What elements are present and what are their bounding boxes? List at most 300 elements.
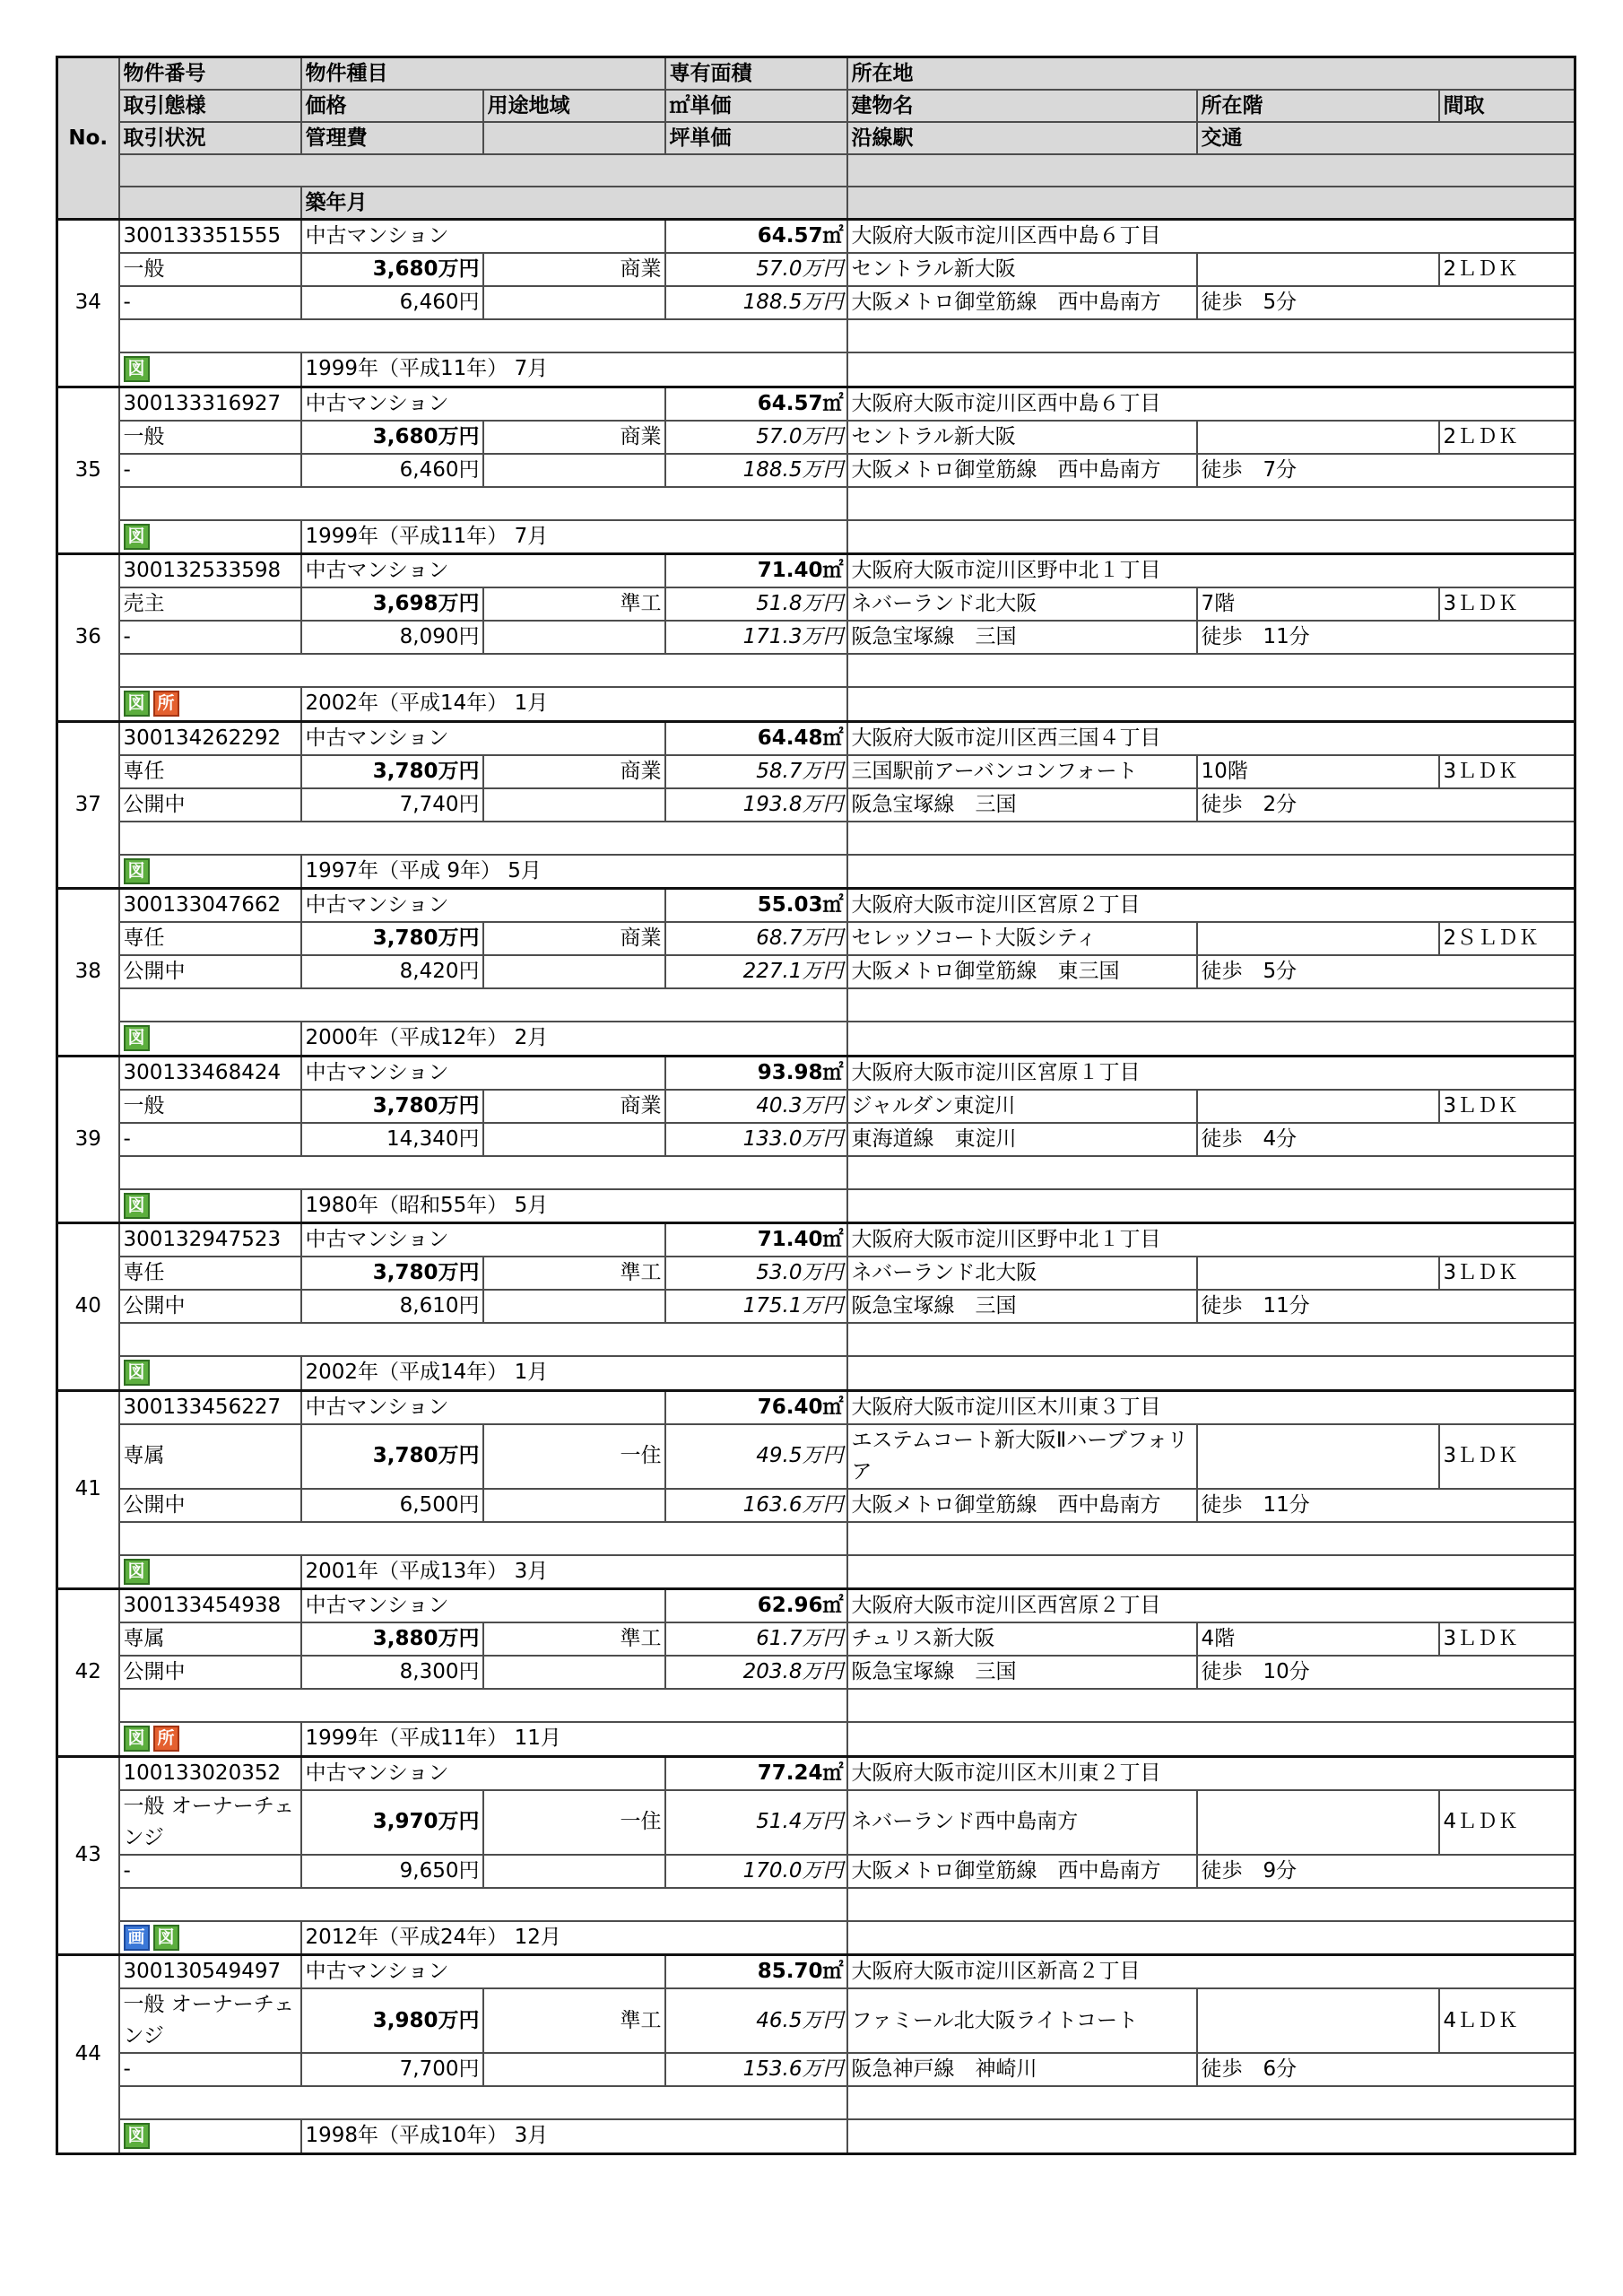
access: 徒歩 11分 bbox=[1197, 1489, 1575, 1522]
zoning: 商業 bbox=[483, 253, 665, 286]
station: 大阪メトロ御堂筋線 西中島南方 bbox=[847, 454, 1197, 487]
floor-plan-badge-icon[interactable]: 図 bbox=[124, 1559, 150, 1585]
address: 大阪府大阪市淀川区宮原１丁目 bbox=[847, 1056, 1575, 1090]
floor-plan-layout: 3ＬＤＫ bbox=[1439, 1622, 1575, 1656]
zoning: 商業 bbox=[483, 421, 665, 454]
transaction-status: 公開中 bbox=[119, 1656, 301, 1689]
zoning: 商業 bbox=[483, 922, 665, 955]
station: 阪急宝塚線 三国 bbox=[847, 621, 1197, 654]
listing-row-fees bbox=[57, 788, 1575, 822]
listing-no: 39 bbox=[57, 1056, 119, 1223]
blank-cell bbox=[847, 654, 1575, 687]
property-number: 300133351555 bbox=[119, 220, 301, 254]
badge-group bbox=[119, 1722, 301, 1756]
blank-cell bbox=[847, 1722, 1575, 1756]
access: 徒歩 6分 bbox=[1197, 2053, 1575, 2086]
exclusive-area: 71.40㎡ bbox=[665, 554, 847, 588]
badge-group bbox=[119, 520, 301, 554]
badge-group bbox=[119, 687, 301, 721]
price-per-tsubo: 163.6万円 bbox=[665, 1489, 847, 1522]
listing-row-fees bbox=[57, 1656, 1575, 1689]
zoning: 準工 bbox=[483, 1988, 665, 2053]
zoning: 準工 bbox=[483, 587, 665, 621]
listing-row-blank bbox=[57, 1156, 1575, 1189]
listing-row-summary bbox=[57, 220, 1575, 254]
built-date: 2000年（平成12年） 2月 bbox=[301, 1022, 847, 1056]
property-type: 中古マンション bbox=[301, 1756, 665, 1790]
management-fee: 7,700円 bbox=[301, 2053, 483, 2086]
property-type: 中古マンション bbox=[301, 1223, 665, 1257]
exclusive-area: 64.48㎡ bbox=[665, 721, 847, 755]
listing-no: 41 bbox=[57, 1390, 119, 1589]
listing-row-built bbox=[57, 1722, 1575, 1756]
address: 大阪府大阪市淀川区木川東３丁目 bbox=[847, 1390, 1575, 1424]
empty-cell bbox=[483, 2053, 665, 2086]
floor-plan-layout: 3ＬＤＫ bbox=[1439, 755, 1575, 788]
exclusive-area: 76.40㎡ bbox=[665, 1390, 847, 1424]
location-badge-icon[interactable]: 所 bbox=[153, 691, 179, 717]
listing-row-blank bbox=[57, 1689, 1575, 1722]
listing-no: 37 bbox=[57, 721, 119, 889]
floor: 10階 bbox=[1197, 755, 1439, 788]
listing-row-blank bbox=[57, 822, 1575, 855]
price: 3,780万円 bbox=[301, 755, 483, 788]
listing-row-built bbox=[57, 520, 1575, 554]
listing-row-summary bbox=[57, 1390, 1575, 1424]
management-fee: 6,500円 bbox=[301, 1489, 483, 1522]
blank-cell bbox=[847, 2086, 1575, 2119]
empty-cell bbox=[483, 621, 665, 654]
listing-row-price bbox=[57, 1790, 1575, 1855]
listing-block bbox=[57, 554, 1575, 722]
blank-cell bbox=[847, 855, 1575, 889]
listing-row-price bbox=[57, 755, 1575, 788]
listing-row-built bbox=[57, 2119, 1575, 2153]
property-type: 中古マンション bbox=[301, 554, 665, 588]
blank-cell bbox=[847, 1522, 1575, 1555]
access: 徒歩 5分 bbox=[1197, 955, 1575, 988]
price: 3,970万円 bbox=[301, 1790, 483, 1855]
floor-plan-layout: 4ＬＤＫ bbox=[1439, 1790, 1575, 1855]
price: 3,680万円 bbox=[301, 253, 483, 286]
listing-block bbox=[57, 387, 1575, 554]
floor-plan-layout: 2ＳＬＤＫ bbox=[1439, 922, 1575, 955]
transaction-status: 公開中 bbox=[119, 1290, 301, 1323]
zoning: 準工 bbox=[483, 1622, 665, 1656]
property-type: 中古マンション bbox=[301, 220, 665, 254]
floor: 4階 bbox=[1197, 1622, 1439, 1656]
listing-block bbox=[57, 721, 1575, 889]
transaction-type: 専属 bbox=[119, 1424, 301, 1489]
building-name: 三国駅前アーバンコンフォート bbox=[847, 755, 1197, 788]
floor-plan-badge-icon[interactable]: 図 bbox=[124, 1360, 150, 1386]
management-fee: 8,090円 bbox=[301, 621, 483, 654]
floor-plan-layout: 3ＬＤＫ bbox=[1439, 587, 1575, 621]
header-zoning: 用途地域 bbox=[483, 90, 665, 122]
floor bbox=[1197, 1257, 1439, 1290]
management-fee: 8,420円 bbox=[301, 955, 483, 988]
listing-row-summary bbox=[57, 721, 1575, 755]
blank-cell bbox=[119, 1156, 847, 1189]
empty-cell bbox=[483, 454, 665, 487]
listing-block bbox=[57, 1056, 1575, 1223]
listing-row-price bbox=[57, 1622, 1575, 1656]
blank-cell bbox=[847, 1555, 1575, 1589]
listing-row-built bbox=[57, 1356, 1575, 1390]
listing-row-price bbox=[57, 587, 1575, 621]
header-price-per-sqm: ㎡単価 bbox=[665, 90, 847, 122]
price-per-tsubo: 203.8万円 bbox=[665, 1656, 847, 1689]
listing-row-price bbox=[57, 253, 1575, 286]
badge-group bbox=[119, 1356, 301, 1390]
blank-cell bbox=[847, 487, 1575, 520]
exclusive-area: 77.24㎡ bbox=[665, 1756, 847, 1790]
listing-row-fees bbox=[57, 2053, 1575, 2086]
listing-no: 40 bbox=[57, 1223, 119, 1391]
listing-row-summary bbox=[57, 889, 1575, 923]
blank-cell bbox=[847, 520, 1575, 554]
floor-plan-layout: 2ＬＤＫ bbox=[1439, 253, 1575, 286]
floor-plan-badge-icon[interactable]: 図 bbox=[124, 1025, 150, 1051]
address: 大阪府大阪市淀川区新高２丁目 bbox=[847, 1955, 1575, 1989]
listing-row-fees bbox=[57, 955, 1575, 988]
blank-cell bbox=[119, 988, 847, 1022]
floor-plan-badge-icon[interactable]: 図 bbox=[124, 524, 150, 550]
listing-no: 38 bbox=[57, 889, 119, 1057]
price: 3,980万円 bbox=[301, 1988, 483, 2053]
built-date: 1999年（平成11年） 11月 bbox=[301, 1722, 847, 1756]
header-blank-cell bbox=[119, 187, 301, 220]
price-per-sqm: 68.7万円 bbox=[665, 922, 847, 955]
blank-cell bbox=[847, 352, 1575, 387]
price-per-tsubo: 153.6万円 bbox=[665, 2053, 847, 2086]
management-fee: 7,740円 bbox=[301, 788, 483, 822]
header-layout: 間取 bbox=[1439, 90, 1575, 122]
listing-block bbox=[57, 889, 1575, 1057]
header-property-type: 物件種目 bbox=[301, 57, 665, 91]
price-per-tsubo: 171.3万円 bbox=[665, 621, 847, 654]
listing-row-built bbox=[57, 1022, 1575, 1056]
floor-plan-badge-icon[interactable]: 図 bbox=[124, 2123, 150, 2149]
price-per-tsubo: 193.8万円 bbox=[665, 788, 847, 822]
price-per-sqm: 53.0万円 bbox=[665, 1257, 847, 1290]
price: 3,680万円 bbox=[301, 421, 483, 454]
building-name: ネバーランド北大阪 bbox=[847, 587, 1197, 621]
property-number: 300132533598 bbox=[119, 554, 301, 588]
header-property-number: 物件番号 bbox=[119, 57, 301, 91]
floor bbox=[1197, 1988, 1439, 2053]
transaction-type: 一般 bbox=[119, 1090, 301, 1123]
blank-cell bbox=[847, 1689, 1575, 1722]
price-per-sqm: 51.8万円 bbox=[665, 587, 847, 621]
blank-cell bbox=[847, 822, 1575, 855]
property-number: 300133316927 bbox=[119, 387, 301, 421]
listing-row-blank bbox=[57, 487, 1575, 520]
listing-row-fees bbox=[57, 1290, 1575, 1323]
listing-no: 36 bbox=[57, 554, 119, 722]
empty-cell bbox=[483, 1290, 665, 1323]
access: 徒歩 2分 bbox=[1197, 788, 1575, 822]
built-date: 1998年（平成10年） 3月 bbox=[301, 2119, 847, 2153]
management-fee: 8,300円 bbox=[301, 1656, 483, 1689]
empty-cell bbox=[483, 788, 665, 822]
listing-no: 43 bbox=[57, 1756, 119, 1955]
blank-cell bbox=[119, 1522, 847, 1555]
header-blank-cell bbox=[847, 154, 1575, 187]
address: 大阪府大阪市淀川区野中北１丁目 bbox=[847, 1223, 1575, 1257]
building-name: ジャルダン東淀川 bbox=[847, 1090, 1197, 1123]
header-station: 沿線駅 bbox=[847, 122, 1197, 154]
address: 大阪府大阪市淀川区木川東２丁目 bbox=[847, 1756, 1575, 1790]
property-number: 300133468424 bbox=[119, 1056, 301, 1090]
listing-no: 34 bbox=[57, 220, 119, 387]
floor-plan-badge-icon[interactable]: 図 bbox=[153, 1925, 179, 1951]
transaction-type: 専任 bbox=[119, 922, 301, 955]
price: 3,880万円 bbox=[301, 1622, 483, 1656]
transaction-type: 一般 bbox=[119, 253, 301, 286]
price-per-tsubo: 188.5万円 bbox=[665, 454, 847, 487]
price-per-sqm: 49.5万円 bbox=[665, 1424, 847, 1489]
listing-row-blank bbox=[57, 654, 1575, 687]
station: 阪急宝塚線 三国 bbox=[847, 1290, 1197, 1323]
price: 3,780万円 bbox=[301, 1424, 483, 1489]
listing-block bbox=[57, 220, 1575, 387]
exclusive-area: 93.98㎡ bbox=[665, 1056, 847, 1090]
badge-group bbox=[119, 855, 301, 889]
listing-block bbox=[57, 1390, 1575, 1589]
badge-group bbox=[119, 1189, 301, 1223]
listing-row-summary bbox=[57, 554, 1575, 588]
station: 阪急神戸線 神崎川 bbox=[847, 2053, 1197, 2086]
address: 大阪府大阪市淀川区西中島６丁目 bbox=[847, 220, 1575, 254]
blank-cell bbox=[119, 487, 847, 520]
transaction-status: 公開中 bbox=[119, 1489, 301, 1522]
floor-plan-badge-icon[interactable]: 図 bbox=[124, 1193, 150, 1219]
listing-no: 42 bbox=[57, 1589, 119, 1757]
price-per-sqm: 57.0万円 bbox=[665, 253, 847, 286]
address: 大阪府大阪市淀川区宮原２丁目 bbox=[847, 889, 1575, 923]
floor bbox=[1197, 922, 1439, 955]
price-per-sqm: 57.0万円 bbox=[665, 421, 847, 454]
blank-cell bbox=[119, 2086, 847, 2119]
property-type: 中古マンション bbox=[301, 1056, 665, 1090]
header-access: 交通 bbox=[1197, 122, 1575, 154]
badge-group bbox=[119, 1022, 301, 1056]
badge-group bbox=[119, 1555, 301, 1589]
building-name: セントラル新大阪 bbox=[847, 421, 1197, 454]
blank-cell bbox=[847, 2119, 1575, 2153]
listing-row-fees bbox=[57, 1855, 1575, 1888]
header-blank-cell bbox=[119, 154, 847, 187]
listing-row-summary bbox=[57, 1056, 1575, 1090]
listing-row-summary bbox=[57, 387, 1575, 421]
property-number: 300130549497 bbox=[119, 1955, 301, 1989]
price: 3,698万円 bbox=[301, 587, 483, 621]
zoning: 準工 bbox=[483, 1257, 665, 1290]
listing-row-blank bbox=[57, 1888, 1575, 1921]
blank-cell bbox=[119, 1888, 847, 1921]
listing-row-built bbox=[57, 855, 1575, 889]
photo-badge-icon[interactable]: 画 bbox=[124, 1925, 150, 1951]
blank-cell bbox=[119, 1323, 847, 1356]
access: 徒歩 7分 bbox=[1197, 454, 1575, 487]
built-date: 1999年（平成11年） 7月 bbox=[301, 352, 847, 387]
badge-group bbox=[119, 2119, 301, 2153]
property-number: 300133047662 bbox=[119, 889, 301, 923]
transaction-status: - bbox=[119, 621, 301, 654]
listing-row-built bbox=[57, 1555, 1575, 1589]
price: 3,780万円 bbox=[301, 1257, 483, 1290]
floor: 7階 bbox=[1197, 587, 1439, 621]
header-management-fee: 管理費 bbox=[301, 122, 483, 154]
listing-row-fees bbox=[57, 1123, 1575, 1156]
property-listing-table bbox=[56, 56, 1576, 2155]
property-type: 中古マンション bbox=[301, 387, 665, 421]
blank-cell bbox=[847, 687, 1575, 721]
location-badge-icon[interactable]: 所 bbox=[153, 1726, 179, 1752]
exclusive-area: 64.57㎡ bbox=[665, 220, 847, 254]
blank-cell bbox=[119, 1689, 847, 1722]
exclusive-area: 71.40㎡ bbox=[665, 1223, 847, 1257]
floor-plan-badge-icon[interactable]: 図 bbox=[124, 356, 150, 382]
price-per-tsubo: 188.5万円 bbox=[665, 286, 847, 319]
listing-row-price bbox=[57, 1988, 1575, 2053]
property-number: 300133454938 bbox=[119, 1589, 301, 1623]
listing-row-summary bbox=[57, 1223, 1575, 1257]
transaction-status: - bbox=[119, 454, 301, 487]
property-number: 300134262292 bbox=[119, 721, 301, 755]
listing-row-fees bbox=[57, 286, 1575, 319]
header-floor: 所在階 bbox=[1197, 90, 1439, 122]
blank-cell bbox=[847, 1022, 1575, 1056]
table-header bbox=[57, 57, 1575, 220]
zoning: 商業 bbox=[483, 1090, 665, 1123]
transaction-status: - bbox=[119, 1855, 301, 1888]
transaction-status: 公開中 bbox=[119, 788, 301, 822]
listing-row-summary bbox=[57, 1589, 1575, 1623]
blank-cell bbox=[847, 1189, 1575, 1223]
property-type: 中古マンション bbox=[301, 721, 665, 755]
transaction-type: 専属 bbox=[119, 1622, 301, 1656]
empty-cell bbox=[483, 286, 665, 319]
price-per-tsubo: 133.0万円 bbox=[665, 1123, 847, 1156]
management-fee: 9,650円 bbox=[301, 1855, 483, 1888]
price-per-sqm: 61.7万円 bbox=[665, 1622, 847, 1656]
address: 大阪府大阪市淀川区西宮原２丁目 bbox=[847, 1589, 1575, 1623]
header-built-date: 築年月 bbox=[301, 187, 847, 220]
transaction-type: 専任 bbox=[119, 1257, 301, 1290]
price-per-tsubo: 170.0万円 bbox=[665, 1855, 847, 1888]
listing-row-price bbox=[57, 1090, 1575, 1123]
listing-row-built bbox=[57, 1189, 1575, 1223]
transaction-status: 公開中 bbox=[119, 955, 301, 988]
listing-row-blank bbox=[57, 1522, 1575, 1555]
building-name: セレッソコート大阪シティ bbox=[847, 922, 1197, 955]
listing-block bbox=[57, 1223, 1575, 1391]
building-name: ファミール北大阪ライトコート bbox=[847, 1988, 1197, 2053]
station: 阪急宝塚線 三国 bbox=[847, 788, 1197, 822]
header-transaction-status: 取引状況 bbox=[119, 122, 301, 154]
floor bbox=[1197, 1790, 1439, 1855]
access: 徒歩 4分 bbox=[1197, 1123, 1575, 1156]
empty-cell bbox=[483, 955, 665, 988]
empty-cell bbox=[483, 1855, 665, 1888]
station: 阪急宝塚線 三国 bbox=[847, 1656, 1197, 1689]
property-number: 300132947523 bbox=[119, 1223, 301, 1257]
listing-no: 44 bbox=[57, 1955, 119, 2154]
floor bbox=[1197, 253, 1439, 286]
listing-row-summary bbox=[57, 1756, 1575, 1790]
floor-plan-badge-icon[interactable]: 図 bbox=[124, 1726, 150, 1752]
price-per-tsubo: 175.1万円 bbox=[665, 1290, 847, 1323]
floor-plan-badge-icon[interactable]: 図 bbox=[124, 691, 150, 717]
built-date: 2001年（平成13年） 3月 bbox=[301, 1555, 847, 1589]
header-empty-cell bbox=[483, 122, 665, 154]
access: 徒歩 5分 bbox=[1197, 286, 1575, 319]
header-building-name: 建物名 bbox=[847, 90, 1197, 122]
property-type: 中古マンション bbox=[301, 1955, 665, 1989]
property-type: 中古マンション bbox=[301, 1589, 665, 1623]
exclusive-area: 62.96㎡ bbox=[665, 1589, 847, 1623]
floor bbox=[1197, 421, 1439, 454]
address: 大阪府大阪市淀川区西中島６丁目 bbox=[847, 387, 1575, 421]
header-price-per-tsubo: 坪単価 bbox=[665, 122, 847, 154]
property-type: 中古マンション bbox=[301, 889, 665, 923]
transaction-type: 専任 bbox=[119, 755, 301, 788]
building-name: エステムコート新大阪Ⅱハーブフォリア bbox=[847, 1424, 1197, 1489]
building-name: ネバーランド北大阪 bbox=[847, 1257, 1197, 1290]
blank-cell bbox=[847, 1156, 1575, 1189]
built-date: 1999年（平成11年） 7月 bbox=[301, 520, 847, 554]
blank-cell bbox=[119, 654, 847, 687]
property-type: 中古マンション bbox=[301, 1390, 665, 1424]
blank-cell bbox=[847, 1323, 1575, 1356]
empty-cell bbox=[483, 1489, 665, 1522]
header-area: 専有面積 bbox=[665, 57, 847, 91]
badge-group bbox=[119, 1921, 301, 1955]
access: 徒歩 10分 bbox=[1197, 1656, 1575, 1689]
building-name: セントラル新大阪 bbox=[847, 253, 1197, 286]
exclusive-area: 85.70㎡ bbox=[665, 1955, 847, 1989]
zoning: 商業 bbox=[483, 755, 665, 788]
management-fee: 8,610円 bbox=[301, 1290, 483, 1323]
station: 大阪メトロ御堂筋線 西中島南方 bbox=[847, 286, 1197, 319]
header-address: 所在地 bbox=[847, 57, 1575, 91]
building-name: ネバーランド西中島南方 bbox=[847, 1790, 1197, 1855]
address: 大阪府大阪市淀川区野中北１丁目 bbox=[847, 554, 1575, 588]
transaction-type: 一般 bbox=[119, 421, 301, 454]
zoning: 一住 bbox=[483, 1424, 665, 1489]
station: 大阪メトロ御堂筋線 東三国 bbox=[847, 955, 1197, 988]
floor-plan-layout: 3ＬＤＫ bbox=[1439, 1090, 1575, 1123]
empty-cell bbox=[483, 1123, 665, 1156]
transaction-status: - bbox=[119, 1123, 301, 1156]
floor-plan-badge-icon[interactable]: 図 bbox=[124, 858, 150, 884]
built-date: 1980年（昭和55年） 5月 bbox=[301, 1189, 847, 1223]
listing-row-built bbox=[57, 687, 1575, 721]
price-per-sqm: 51.4万円 bbox=[665, 1790, 847, 1855]
building-name: チュリス新大阪 bbox=[847, 1622, 1197, 1656]
listing-block bbox=[57, 1589, 1575, 1757]
station: 大阪メトロ御堂筋線 西中島南方 bbox=[847, 1489, 1197, 1522]
listing-row-blank bbox=[57, 2086, 1575, 2119]
blank-cell bbox=[847, 1356, 1575, 1390]
header-price: 価格 bbox=[301, 90, 483, 122]
transaction-type: 一般 オーナーチェンジ bbox=[119, 1790, 301, 1855]
listing-row-blank bbox=[57, 319, 1575, 352]
transaction-status: - bbox=[119, 2053, 301, 2086]
price: 3,780万円 bbox=[301, 922, 483, 955]
